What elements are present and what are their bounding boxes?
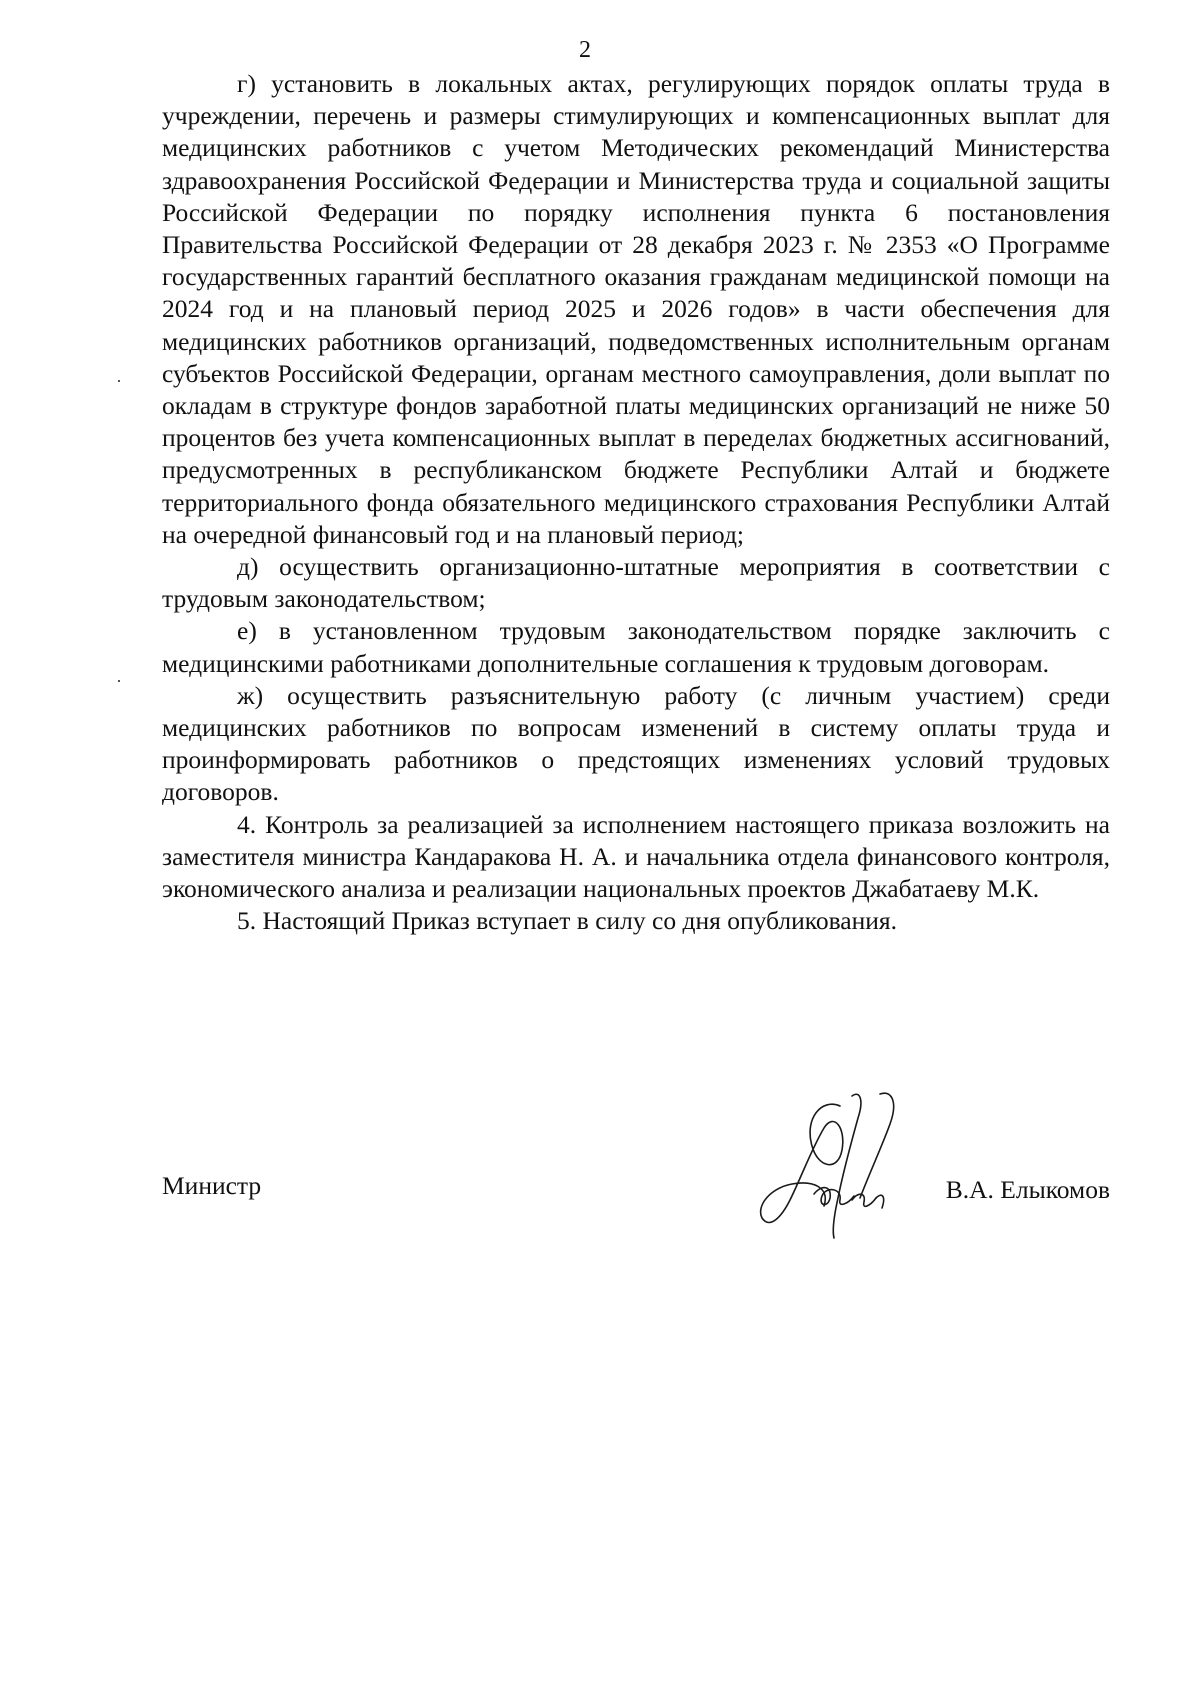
paragraph-item-g: г) установить в локальных актах, регулирующих порядок оплаты труда в учреждении, перечень и размеры стимулирующих и компенсационных выплат для медицинских работников с учетом Методических рекомендаций Министерства здравоохранения Российской Федерации и Министерства труда и социальной защиты Российской Федерации по порядку исполнения пункта 6 постановления Правительства Российской Федерации от 28 декабря 2023 г. № 2353 «О Программе государственных гарантий бесплатного оказания гражданам медицинской помощи на 2024 год и на плановый период 2025 и 2026 годов» в части обеспечения для медицинских работников организаций, подведомственных исполнительным органам субъектов Российской Федерации, органам местного самоуправления, доли выплат по окладам в структуре фондов заработной платы медицинских организаций не ниже 50 процентов без учета компенсационных выплат в переделах бюджетных ассигнований, предусмотренных в республиканском бюджете Республики Алтай и бюджете территориального фонда обязательного медицинского страхования Республики Алтай на очередной финансовый год и на плановый период; [162, 69, 1110, 549]
document-body [162, 68, 1110, 937]
paragraph-effective: 5. Настоящий Приказ вступает в силу со дня опубликования. [237, 906, 897, 936]
paragraph-item-e: е) в установленном трудовым законодательством порядке заключить с медицинскими работниками дополнительные соглашения к трудовым договорам. [162, 616, 1110, 678]
paragraph-control: 4. Контроль за реализацией за исполнением настоящего приказа возложить на заместителя министра Кандаракова Н. А. и начальника отдела финансового контроля, экономического анализа и реализации национальных проектов Джабатаеву М.К. [162, 809, 1110, 904]
page-number: 2 [579, 37, 591, 63]
handwritten-signature [752, 1088, 922, 1248]
signatory-title: Министр [162, 1171, 262, 1200]
paragraph-item-d: д) осуществить организационно-штатные мероприятия в соответствии с трудовым законодательством; [162, 552, 1110, 614]
margin-mark [118, 380, 120, 382]
signatory-name: В.А. Елыкомов [945, 1175, 1110, 1204]
paragraph-item-zh: ж) осуществить разъяснительную работу (с личным участием) среди медицинских работников по вопросам изменений в систему оплаты труда и проинформировать работников о предстоящих изменениях условий трудовых договоров. [162, 680, 1110, 807]
signature-block [162, 1150, 1110, 1240]
margin-mark [118, 680, 120, 682]
